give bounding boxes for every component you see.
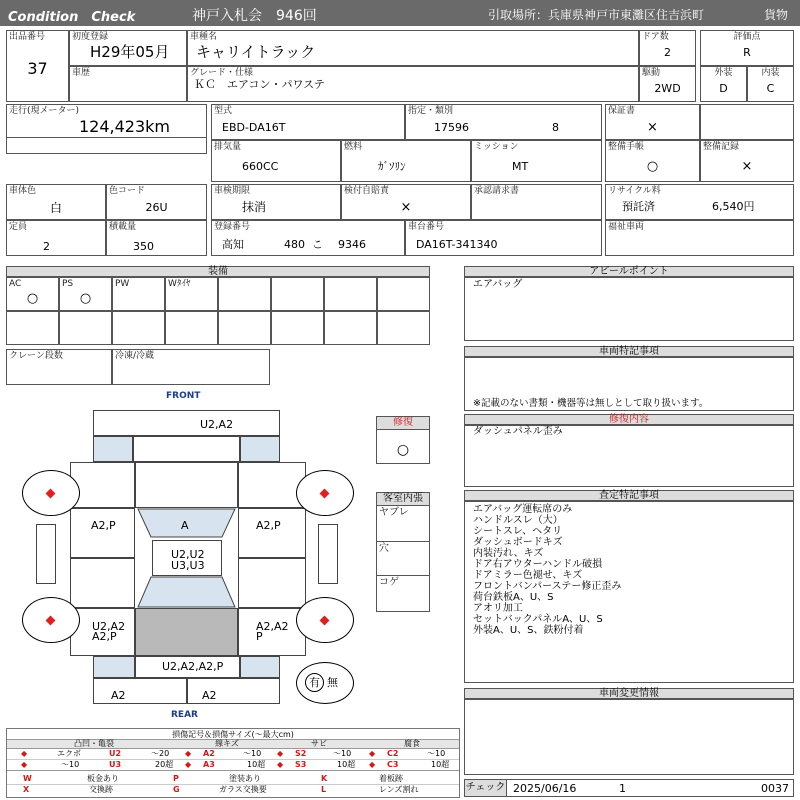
displacement-label: 排気量 (214, 142, 242, 152)
grade-cell (187, 66, 639, 102)
mission-cell (471, 140, 602, 182)
equip-cell (324, 277, 377, 311)
legend-code: K (321, 774, 328, 783)
hood[interactable] (133, 436, 240, 462)
auction-title: 神戸入札会 946回 (192, 8, 317, 24)
repair-detail-title: 修復内容 (464, 414, 794, 425)
right-side-lower[interactable] (238, 558, 306, 608)
right-front-fender[interactable] (238, 462, 306, 508)
inspection-notes-panel (464, 501, 794, 683)
equip-cell (271, 311, 324, 345)
cargo-bed[interactable] (135, 608, 238, 656)
inspection-note-line: ドアミラー色褪せ、キズ (473, 570, 583, 581)
grade-label: グレード・仕様 (190, 68, 254, 78)
designation-value: 17596 (434, 121, 469, 134)
exterior-cell (700, 66, 747, 102)
equip-cell (112, 311, 165, 345)
legend-codes-row-1 (7, 774, 459, 785)
maintenance-cell (605, 140, 700, 182)
legend-r1-a-size: 〜10 (243, 749, 262, 758)
car-name-value: キャリイトラック (196, 43, 316, 61)
cabin-roof-mark-2: U3,U3 (171, 559, 205, 572)
legend-group-corrosion: 腐食 (404, 739, 420, 748)
left-door[interactable] (70, 508, 135, 558)
inspection-note-line: 内装汚れ、キズ (473, 548, 544, 559)
cabin-item-label: 穴 (379, 543, 389, 554)
mileage-value: 124,423km (79, 117, 171, 136)
approval-label: 承認請求書 (474, 186, 520, 196)
rear-bumper-left-mark: A2 (111, 689, 126, 702)
doors-value: 2 (664, 46, 671, 59)
legend-diamond-icon: ◆ (277, 749, 284, 758)
mileage-label: 走行(現メーター) (9, 106, 80, 116)
maint-record-label: 整備記録 (703, 142, 740, 152)
drive-value: 2WD (654, 82, 681, 95)
equip-cell (6, 311, 59, 345)
repair-detail-text: ダッシュパネル歪み (473, 426, 563, 437)
left-mirror[interactable] (36, 524, 56, 584)
mission-value: MT (512, 160, 529, 173)
cabin-item-ana (377, 542, 429, 576)
equip-ps-value: ○ (79, 291, 92, 306)
interior-label: 内装 (761, 68, 780, 78)
left-door-mark: A2,P (91, 519, 116, 532)
inspection-note-line: 荷台鉄板A、U、S (473, 592, 554, 603)
inspection-note-line: ドア右アウターハンドル破損 (473, 559, 603, 570)
legend-code-text: ガラス交換要 (219, 785, 267, 794)
equip-cell-pw (112, 277, 165, 311)
legend-group-scratch: 線キズ (215, 739, 239, 748)
designation-label: 指定・類別 (408, 106, 454, 116)
warranty-extra-cell (700, 104, 794, 140)
legend-diamond-icon: ◆ (277, 760, 284, 769)
maint-record-cell (700, 140, 794, 182)
crane-cell (6, 349, 112, 385)
grade-value: ＫＣ エアコン・パワステ (194, 78, 325, 91)
front-label: FRONT (166, 391, 201, 401)
body-color-cell (6, 184, 106, 220)
freezer-cell (112, 349, 270, 385)
rating-cell (700, 30, 794, 66)
legend-diamond-icon: ◆ (369, 749, 376, 758)
legend-r1-c-size: 〜10 (427, 749, 446, 758)
welfare-label: 福祉車両 (608, 222, 645, 232)
legend-diamond-icon: ◆ (21, 760, 28, 769)
legend-group-rust: サビ (311, 739, 327, 748)
legend-code: X (23, 785, 30, 794)
reg-kana: こ (312, 238, 323, 251)
special-note: ※記載のない書類・機器等は無しとして取り扱います。 (473, 398, 709, 409)
legend-code-text: 板金あり (87, 774, 119, 783)
check-footer (464, 779, 794, 797)
legend-r2-c-code: C3 (387, 760, 399, 769)
repair-box-value: ○ (396, 442, 410, 458)
welfare-cell (605, 220, 794, 256)
history-cell (69, 66, 187, 102)
color-code-label: 色コード (109, 186, 146, 196)
mileage-divider (7, 137, 206, 138)
recycle-fee: 6,540円 (712, 200, 755, 213)
appeal-text: エアバッグ (473, 279, 523, 290)
appeal-title: アピールポイント (464, 266, 794, 277)
equip-cell (165, 311, 218, 345)
fuel-value: ｶﾞｿﾘﾝ (378, 160, 406, 173)
reg-number-cell (211, 220, 405, 256)
chassis-label: 車台番号 (408, 222, 445, 232)
doors-cell (639, 30, 696, 66)
repair-detail-panel (464, 425, 794, 487)
equip-ac-label: AC (9, 279, 22, 289)
windshield-mark: A (181, 519, 189, 532)
approval-cell (471, 184, 602, 220)
repair-box-title: 修復 (376, 416, 430, 430)
legend-r2-s-size: 10超 (337, 760, 356, 769)
cabin-item-yabure (377, 506, 429, 542)
drive-label: 駆動 (642, 68, 661, 78)
legend-codes-row-2 (7, 785, 459, 796)
right-rear-mark-1: A2,A2 (256, 620, 289, 633)
lot-label: 出品番号 (9, 32, 46, 42)
recycle-status: 預託済 (622, 200, 655, 213)
inspection-value: 抹消 (242, 200, 267, 214)
equip-cell-wtire (165, 277, 218, 311)
displacement-value: 660CC (242, 160, 279, 173)
inspection-note-line: エアバッグ運転席のみ (473, 504, 573, 515)
brand-title: Condition Check (8, 10, 136, 25)
interior-value: C (766, 82, 775, 95)
legend-code: G (173, 785, 180, 794)
chassis-value: DA16T-341340 (416, 238, 498, 251)
history-label: 車歴 (72, 68, 91, 78)
legend-r2-u-size: 20超 (155, 760, 174, 769)
crane-label: クレーン段数 (9, 351, 63, 361)
equip-ac-value: ○ (26, 291, 39, 306)
legend-code-text: 着板跡 (379, 774, 403, 783)
change-info-panel (464, 699, 794, 775)
designation-cell (405, 104, 602, 140)
lot-number: 37 (27, 59, 48, 78)
inspection-note-line: ハンドルスレ（大） (473, 515, 563, 526)
rating-label: 評価点 (733, 32, 761, 42)
legend-diamond-icon: ◆ (369, 760, 376, 769)
inspection-notes-title: 査定特記事項 (464, 490, 794, 501)
chassis-cell (405, 220, 602, 256)
appeal-panel (464, 277, 794, 341)
maint-record-value: × (741, 159, 753, 174)
spare-tire-no: 無 (327, 676, 338, 689)
equip-wtire-label: Wﾀｲﾔ (168, 279, 191, 289)
legend-r1-s-code: S2 (295, 749, 307, 758)
equip-cell-ps (59, 277, 112, 311)
insurance-label: 検付自賠責 (344, 186, 390, 196)
model-value: EBD-DA16T (222, 121, 286, 134)
rear-gate-mark: U2,A2,A2,P (162, 660, 224, 673)
maintenance-label: 整備手帳 (608, 142, 645, 152)
special-panel (464, 357, 794, 411)
category-number: 8 (552, 121, 559, 134)
load-label: 積載量 (109, 222, 137, 232)
body-color-value: 白 (49, 201, 62, 215)
equip-cell (324, 311, 377, 345)
legend-row-1 (7, 749, 459, 760)
drive-cell (639, 66, 696, 102)
legend-group-dent: 凸凹・亀裂 (74, 739, 114, 748)
legend-code-text: レンズ割れ (379, 785, 419, 794)
vehicle-category: 貨物 (764, 8, 789, 22)
left-rear-mark-1: U2,A2 (92, 620, 126, 633)
legend-r1-u-code: U2 (109, 749, 122, 758)
rear-bumper-right-mark: A2 (202, 689, 217, 702)
recycle-label: リサイクル料 (608, 186, 661, 196)
capacity-value: 2 (43, 240, 50, 253)
legend-row-2 (7, 760, 459, 771)
legend-code: L (321, 785, 327, 794)
insurance-cell (341, 184, 471, 220)
exterior-label: 外装 (714, 68, 733, 78)
rear-bumper-left[interactable] (93, 678, 187, 704)
inspection-notes-list (473, 504, 621, 636)
legend-r2-a-code: A3 (203, 760, 215, 769)
rear-left-corner[interactable] (93, 656, 135, 678)
legend-code: P (173, 774, 179, 783)
inspection-label: 車検期限 (214, 186, 251, 196)
reg-number-label: 登録番号 (214, 222, 251, 232)
reg-num: 9346 (338, 238, 366, 251)
rating-value: R (743, 46, 751, 59)
model-label: 型式 (214, 106, 233, 116)
car-name-cell (187, 30, 639, 66)
right-door[interactable] (238, 508, 306, 558)
check-count: 1 (619, 782, 626, 795)
left-side-lower[interactable] (70, 558, 135, 608)
inspection-note-line: アオリ加工 (473, 603, 523, 614)
doors-label: ドア数 (642, 32, 669, 42)
model-cell (211, 104, 405, 140)
legend-code-text: 塗装あり (229, 774, 261, 783)
legend-r1-c-code: C2 (387, 749, 399, 758)
equip-cell (59, 311, 112, 345)
check-date: 2025/06/16 (513, 782, 577, 795)
equip-cell (218, 277, 271, 311)
fuel-label: 燃料 (344, 142, 363, 152)
inspection-cell (211, 184, 341, 220)
legend-r2-u-code: U3 (109, 760, 122, 769)
legend-r2-a-size: 10超 (247, 760, 266, 769)
cabin-item-label: ヤブレ (379, 507, 409, 518)
recycle-cell (605, 184, 794, 220)
inspection-note-line: フロントバンパーステー修正歪み (473, 581, 622, 592)
check-number: 0037 (761, 782, 789, 795)
legend-r2-s-code: S3 (295, 760, 307, 769)
body-color-label: 車体色 (9, 186, 37, 196)
front-right-corner[interactable] (240, 436, 280, 462)
reg-area: 高知 (222, 238, 244, 251)
rear-right-corner[interactable] (240, 656, 280, 678)
front-left-corner[interactable] (93, 436, 133, 462)
reg-class: 480 (284, 238, 305, 251)
legend-title: 損傷記号＆損傷サイズ(〜最大cm) (172, 730, 294, 739)
capacity-cell (6, 220, 106, 256)
legend-r1-s-size: 〜10 (333, 749, 352, 758)
inspection-note-line: シートスレ、ヘタリ (473, 526, 563, 537)
maintenance-value: ○ (646, 159, 659, 174)
color-code-value: 26U (145, 201, 168, 214)
warranty-value: × (647, 120, 658, 135)
color-code-cell (106, 184, 207, 220)
legend-code-text: 交換跡 (89, 785, 113, 794)
rear-bumper-right[interactable] (187, 678, 280, 704)
equip-cell (377, 311, 430, 345)
special-title: 車両特記事項 (464, 346, 794, 357)
capacity-label: 定員 (9, 222, 28, 232)
cabin-interior-title: 客室内張 (376, 492, 430, 506)
warranty-cell (605, 104, 700, 140)
spare-tire-yes: 有 (309, 676, 320, 689)
lot-cell (6, 30, 69, 102)
load-cell (106, 220, 207, 256)
left-rear-mark-2: A2,P (92, 630, 117, 643)
rear-label: REAR (171, 710, 198, 720)
header-bar (0, 0, 800, 26)
mission-label: ミッション (474, 142, 519, 152)
equip-cell (377, 277, 430, 311)
insurance-value: × (400, 200, 412, 215)
legend-group-header (7, 739, 459, 749)
legend-r1-a-code: A2 (203, 749, 215, 758)
first-reg-value: H29年05月 (90, 43, 170, 61)
legend-r2-c-size: 10超 (431, 760, 450, 769)
legend-r1-u-size: 〜20 (151, 749, 170, 758)
legend-code: W (23, 774, 32, 783)
damage-legend (6, 728, 460, 798)
pickup-location: 引取場所：兵庫県神戸市東灘区住吉浜町 (488, 8, 705, 22)
warranty-label: 保証書 (608, 106, 636, 116)
right-rear-mark-2: P (256, 630, 263, 643)
equip-cell (218, 311, 271, 345)
legend-diamond-icon: ◆ (21, 749, 28, 758)
mileage-cell (6, 104, 207, 154)
exterior-value: D (719, 82, 728, 95)
change-info-title: 車両変更情報 (464, 688, 794, 699)
car-name-label: 車種名 (190, 32, 218, 42)
cabin-interior-box (376, 492, 430, 612)
equip-ps-label: PS (62, 279, 74, 289)
legend-r2-dent: 〜10 (61, 760, 80, 769)
equipment-title: 装備 (6, 266, 430, 277)
interior-cell (747, 66, 794, 102)
cabin-roof-mark-1: U2,U2 (171, 548, 205, 561)
spare-tire-yes-ring-icon (305, 673, 324, 692)
inspection-note-line: ダッシュボードキズ (473, 537, 563, 548)
left-front-fender[interactable] (70, 462, 135, 508)
first-reg-cell (69, 30, 187, 66)
legend-diamond-icon: ◆ (185, 760, 192, 769)
legend-r1-dent: エクボ (57, 749, 81, 758)
legend-diamond-icon: ◆ (185, 749, 192, 758)
right-mirror[interactable] (318, 524, 338, 584)
front-bumper[interactable] (93, 410, 280, 436)
equip-pw-label: PW (115, 279, 130, 289)
displacement-cell (211, 140, 341, 182)
cabin-item-koge (377, 576, 429, 611)
repair-box (376, 416, 430, 464)
rear-window[interactable] (135, 576, 238, 608)
cabin-item-label: コゲ (379, 577, 399, 588)
right-door-mark: A2,P (256, 519, 281, 532)
freezer-label: 冷凍/冷蔵 (115, 351, 155, 361)
equip-cell-ac (6, 277, 59, 311)
front-bumper-mark: U2,A2 (200, 418, 234, 431)
front-panel[interactable] (135, 462, 238, 508)
first-reg-label: 初度登録 (72, 32, 109, 42)
fuel-cell (341, 140, 471, 182)
check-label: チェック (465, 780, 507, 796)
equip-cell (271, 277, 324, 311)
load-value: 350 (133, 240, 154, 253)
inspection-note-line: 外装A、U、S、鉄粉付着 (473, 625, 584, 636)
inspection-note-line: セットバックパネルA、U、S (473, 614, 603, 625)
